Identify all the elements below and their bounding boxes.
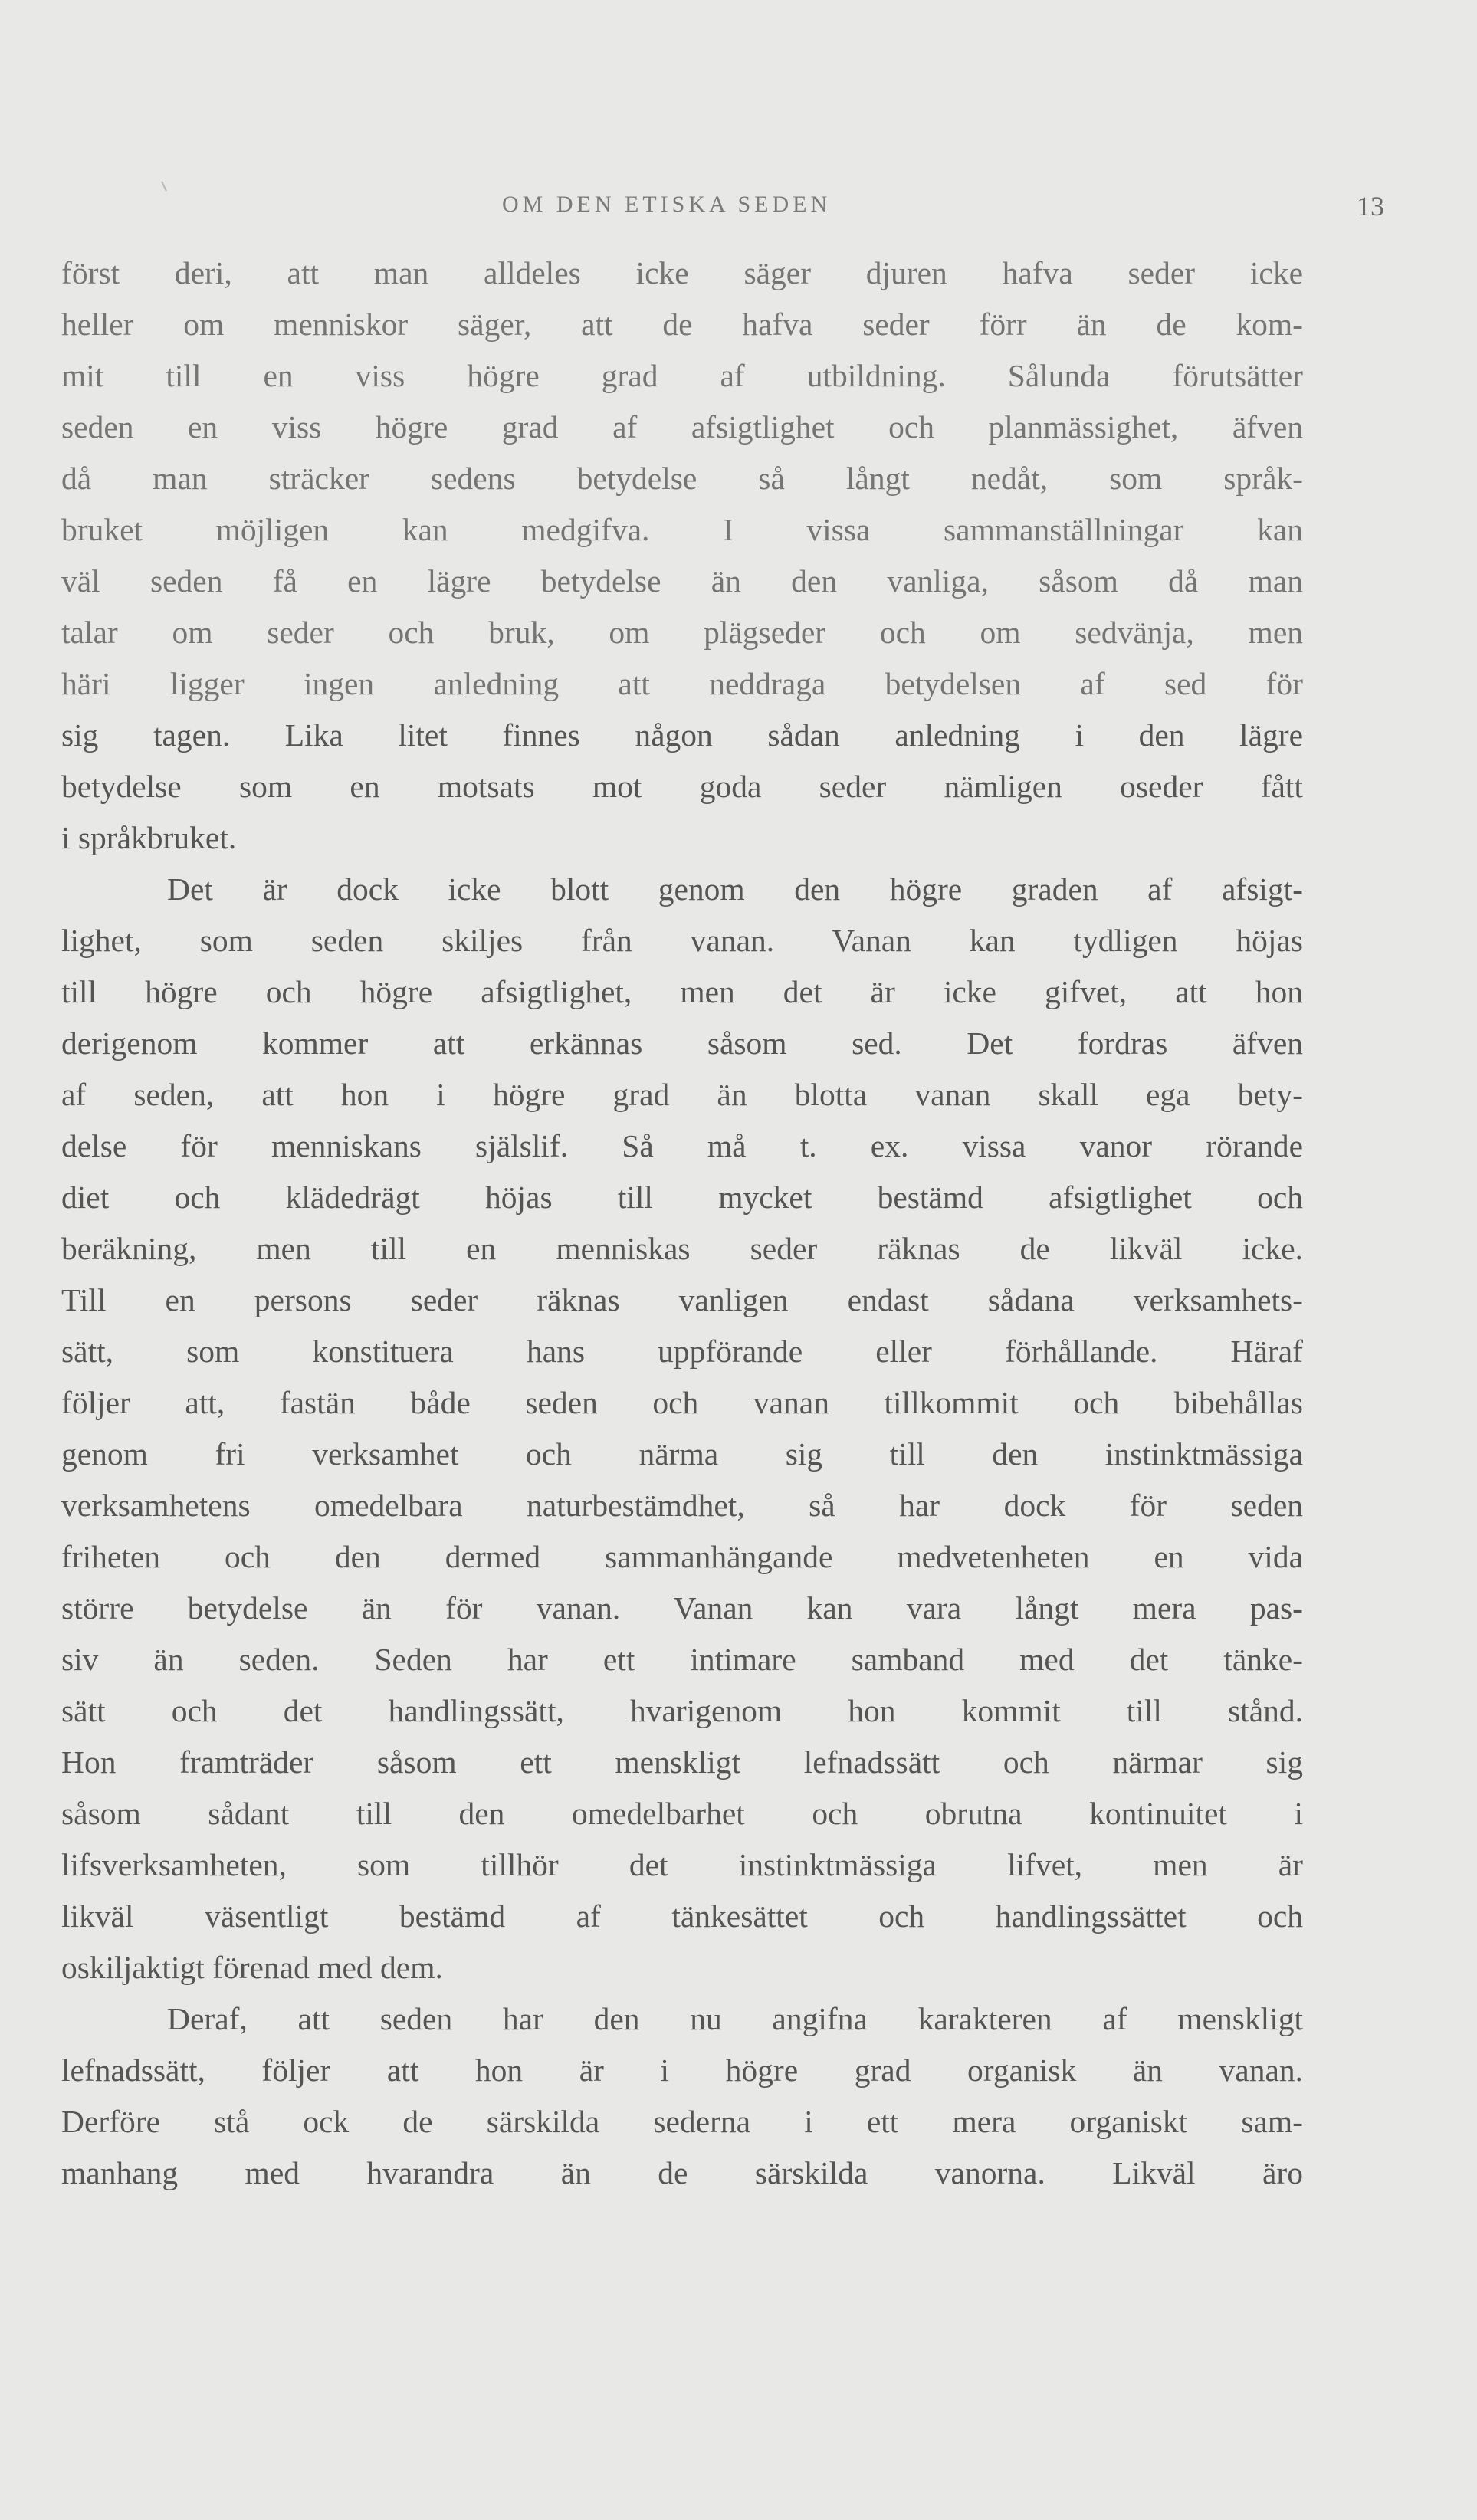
text-line: talar om seder och bruk, om plägseder och om sedvänja, men <box>61 615 1303 650</box>
text-line: sig tagen. Lika litet finnes någon sådan anledning i den lägre <box>61 717 1303 753</box>
text-line: seden en viss högre grad af afsigtlighet och planmässighet, äfven <box>61 409 1303 445</box>
text-line: i språkbruket. <box>61 820 237 855</box>
text-line: Derföre stå ock de särskilda sederna i ett mera organiskt sam- <box>61 2104 1303 2139</box>
text-line: likväl väsentligt bestämd af tänkesättet och handlingssättet och <box>61 1898 1303 1934</box>
page-number: 13 <box>1357 191 1384 221</box>
text-line: af seden, att hon i högre grad än blotta vanan skall ega bety- <box>61 1077 1303 1112</box>
text-line: Till en persons seder räknas vanligen endast sådana verksamhets- <box>61 1282 1303 1317</box>
page-header <box>0 192 1477 230</box>
text-line: derigenom kommer att erkännas såsom sed. Det fordras äfven <box>61 1025 1303 1061</box>
text-line: manhang med hvarandra än de särskilda vanorna. Likväl äro <box>61 2155 1303 2190</box>
text-line: oskiljaktigt förenad med dem. <box>61 1950 443 1985</box>
text-line: till högre och högre afsigtlighet, men det är icke gifvet, att hon <box>61 974 1303 1009</box>
text-line: mit till en viss högre grad af utbildning. Sålunda förutsätter <box>61 358 1303 393</box>
text-line: friheten och den dermed sammanhängande medvetenheten en vida <box>61 1539 1303 1574</box>
text-line: först deri, att man alldeles icke säger djuren hafva seder icke <box>61 255 1303 290</box>
text-line: betydelse som en motsats mot goda seder nämligen oseder fått <box>61 769 1303 804</box>
text-line: siv än seden. Seden har ett intimare samband med det tänke- <box>61 1642 1303 1677</box>
stray-print-mark <box>161 181 167 192</box>
text-line: större betydelse än för vanan. Vanan kan vara långt mera pas- <box>61 1590 1303 1626</box>
text-line: delse för menniskans själslif. Så må t. ex. vissa vanor rörande <box>61 1128 1303 1163</box>
text-line: bruket möjligen kan medgifva. I vissa sammanställningar kan <box>61 512 1303 547</box>
text-line: väl seden få en lägre betydelse än den vanliga, såsom då man <box>61 563 1303 599</box>
text-line: sätt och det handlingssätt, hvarigenom hon kommit till stånd. <box>61 1693 1303 1728</box>
text-line: lighet, som seden skiljes från vanan. Vanan kan tydligen höjas <box>61 923 1303 958</box>
text-line: heller om menniskor säger, att de hafva seder förr än de kom- <box>61 307 1303 342</box>
text-line: sätt, som konstituera hans uppförande eller förhållande. Häraf <box>61 1334 1303 1369</box>
body-text <box>61 248 1303 2199</box>
text-line: Det är dock icke blott genom den högre graden af afsigt- <box>167 871 1303 907</box>
text-line: verksamhetens omedelbara naturbestämdhet, så har dock för seden <box>61 1488 1303 1523</box>
text-line: Deraf, att seden har den nu angifna karakteren af menskligt <box>167 2001 1303 2036</box>
text-line: följer att, fastän både seden och vanan tillkommit och bibehållas <box>61 1385 1303 1420</box>
running-title: OM DEN ETISKA SEDEN <box>502 192 832 217</box>
text-line: genom fri verksamhet och närma sig till den instinktmässiga <box>61 1436 1303 1472</box>
text-line: diet och klädedrägt höjas till mycket bestämd afsigtlighet och <box>61 1180 1303 1215</box>
text-line: lifsverksamheten, som tillhör det instinktmässiga lifvet, men är <box>61 1847 1303 1882</box>
text-line: Hon framträder såsom ett menskligt lefnadssätt och närmar sig <box>61 1744 1303 1780</box>
text-line: häri ligger ingen anledning att neddraga betydelsen af sed för <box>61 666 1303 701</box>
text-line: såsom sådant till den omedelbarhet och obrutna kontinuitet i <box>61 1796 1303 1831</box>
text-line: lefnadssätt, följer att hon är i högre grad organisk än vanan. <box>61 2052 1303 2088</box>
text-line: beräkning, men till en menniskas seder räknas de likväl icke. <box>61 1231 1303 1266</box>
text-line: då man sträcker sedens betydelse så långt nedåt, som språk- <box>61 461 1303 496</box>
